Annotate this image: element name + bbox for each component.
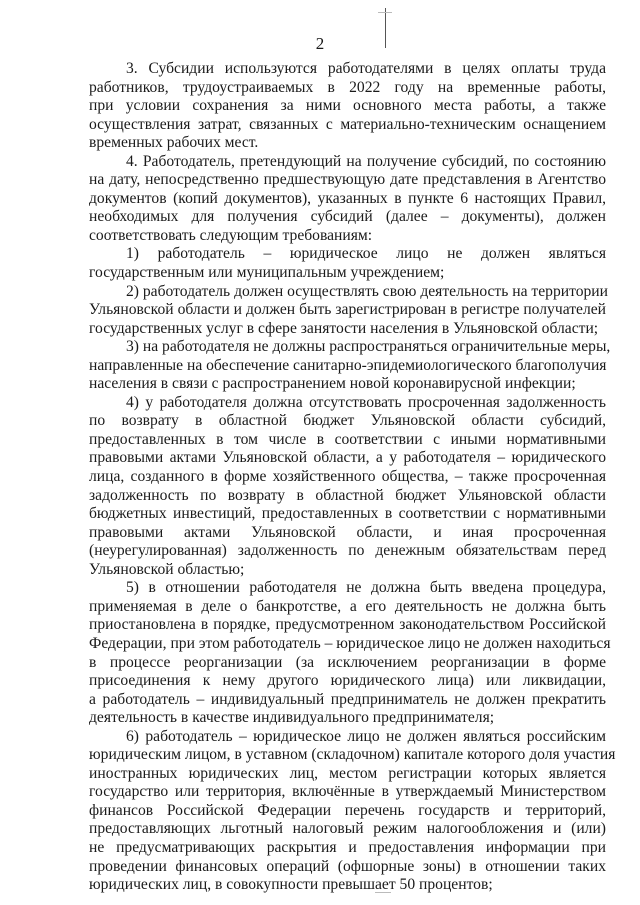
text-line: государство или территория, включённые в утверждаемый Министерством bbox=[89, 783, 606, 801]
text-line: документов (копий документов), указанных в пункте 6 настоящих Правил, bbox=[89, 189, 606, 207]
paragraph bbox=[89, 338, 611, 394]
paragraph bbox=[89, 727, 616, 895]
text-line: правовыми актами Ульяновской области, и иная просроченная bbox=[89, 523, 606, 541]
text-line: государственных услуг в сфере занятости населения в Ульяновской области; bbox=[89, 319, 599, 337]
paragraph bbox=[89, 283, 606, 339]
text-line: работников, трудоустраиваемых в 2022 году на временные работы, bbox=[89, 78, 606, 96]
text-line: бюджетных инвестиций, предоставленных в соответствии с нормативными bbox=[89, 505, 606, 523]
text-line: проведении финансовых операций (офшорные зоны) в отношении таких bbox=[89, 857, 606, 875]
paragraph bbox=[89, 579, 611, 727]
text-line: а работодатель – индивидуальный предприниматель не должен прекратить bbox=[89, 690, 606, 708]
text-line: Ульяновской областью; bbox=[89, 560, 245, 578]
text-line: в процессе реорганизации (за исключением реорганизации в форме bbox=[89, 653, 606, 671]
text-line: осуществления затрат, связанных с материально-техническим оснащением bbox=[89, 115, 606, 133]
text-line: присоединения к нему другого юридического лица) или ликвидации, bbox=[89, 672, 606, 690]
text-line: правовыми актами Ульяновской области, а у работодателя – юридического bbox=[89, 449, 606, 467]
paragraph bbox=[89, 394, 606, 579]
paragraph bbox=[89, 153, 606, 246]
text-line: юридическим лицом, в уставном (складочном) капитале которого доля участия bbox=[89, 746, 616, 764]
text-line: государственным или муниципальным учреждением; bbox=[89, 264, 445, 282]
text-line: деятельность в качестве индивидуального предпринимателя; bbox=[89, 709, 495, 727]
text-line: необходимых для получения субсидий (далее – документы), должен bbox=[89, 208, 606, 226]
page-number: 2 bbox=[315, 34, 325, 53]
text-line: не предусматривающих раскрытия и предоставления информации при bbox=[89, 838, 606, 856]
text-line: при условии сохранения за ними основного места работы, а также bbox=[89, 97, 606, 115]
text-line: Ульяновской области и должен быть зарегистрирован в регистре получателей bbox=[89, 301, 606, 319]
text-line: задолженность по возврату в областной бюджет Ульяновской области bbox=[89, 486, 606, 504]
text-line: 2) работодатель должен осуществлять свою деятельность на территории bbox=[126, 282, 608, 300]
text-line: предоставляющих льготный налоговый режим налогообложения и (или) bbox=[89, 820, 606, 838]
text-line: 3. Субсидии используются работодателями в целях оплаты труда bbox=[126, 60, 606, 77]
text-line: приостановлена в порядке, предусмотренном законодательством Российской bbox=[89, 616, 606, 634]
text-line: юридических лиц, в совокупности превышает 50 процентов; bbox=[89, 876, 493, 894]
scan-mark-top bbox=[378, 12, 392, 13]
text-line: на дату, непосредственно предшествующую дате представления в Агентство bbox=[89, 171, 606, 189]
text-line: (неурегулированная) задолженность по денежным обязательствам перед bbox=[89, 542, 606, 560]
text-line: Федерации, при этом работодатель – юридическое лицо не должен находиться bbox=[89, 634, 611, 652]
text-line: направленные на обеспечение санитарно-эпидемиологического благополучия bbox=[89, 356, 607, 374]
paragraph bbox=[89, 245, 606, 282]
text-line: населения в связи с распространением новой коронавирусной инфекции; bbox=[89, 375, 576, 393]
text-line: временных рабочих мест. bbox=[89, 134, 259, 152]
text-line: 4. Работодатель, претендующий на получение субсидий, по состоянию bbox=[126, 152, 606, 170]
text-line: 3) на работодателя не должны распространяться ограничительные меры, bbox=[126, 338, 611, 356]
text-line: 1) работодатель – юридическое лицо не должен являться bbox=[126, 245, 606, 263]
text-line: 5) в отношении работодателя не должна быть введена процедура, bbox=[126, 579, 606, 597]
text-line: по возврату в областной бюджет Ульяновской области субсидий, bbox=[89, 412, 606, 430]
text-line: 6) работодатель – юридическое лицо не должен являться российским bbox=[126, 727, 606, 745]
text-line: иностранных юридических лиц, местом регистрации которых является bbox=[89, 764, 606, 782]
text-line: 4) у работодателя должна отсутствовать просроченная задолженность bbox=[126, 393, 606, 411]
document-body bbox=[89, 60, 616, 895]
text-line: применяемая в деле о банкротстве, а его деятельность не должна быть bbox=[89, 597, 606, 615]
text-line: лица, созданного в форме хозяйственного общества, – также просроченная bbox=[89, 468, 606, 486]
text-line: финансов Российской Федерации перечень государств и территорий, bbox=[89, 801, 606, 819]
paragraph bbox=[89, 60, 606, 153]
text-line: соответствовать следующим требованиям: bbox=[89, 226, 373, 244]
text-line: предоставленных в том числе в соответствии с иными нормативными bbox=[89, 430, 606, 448]
